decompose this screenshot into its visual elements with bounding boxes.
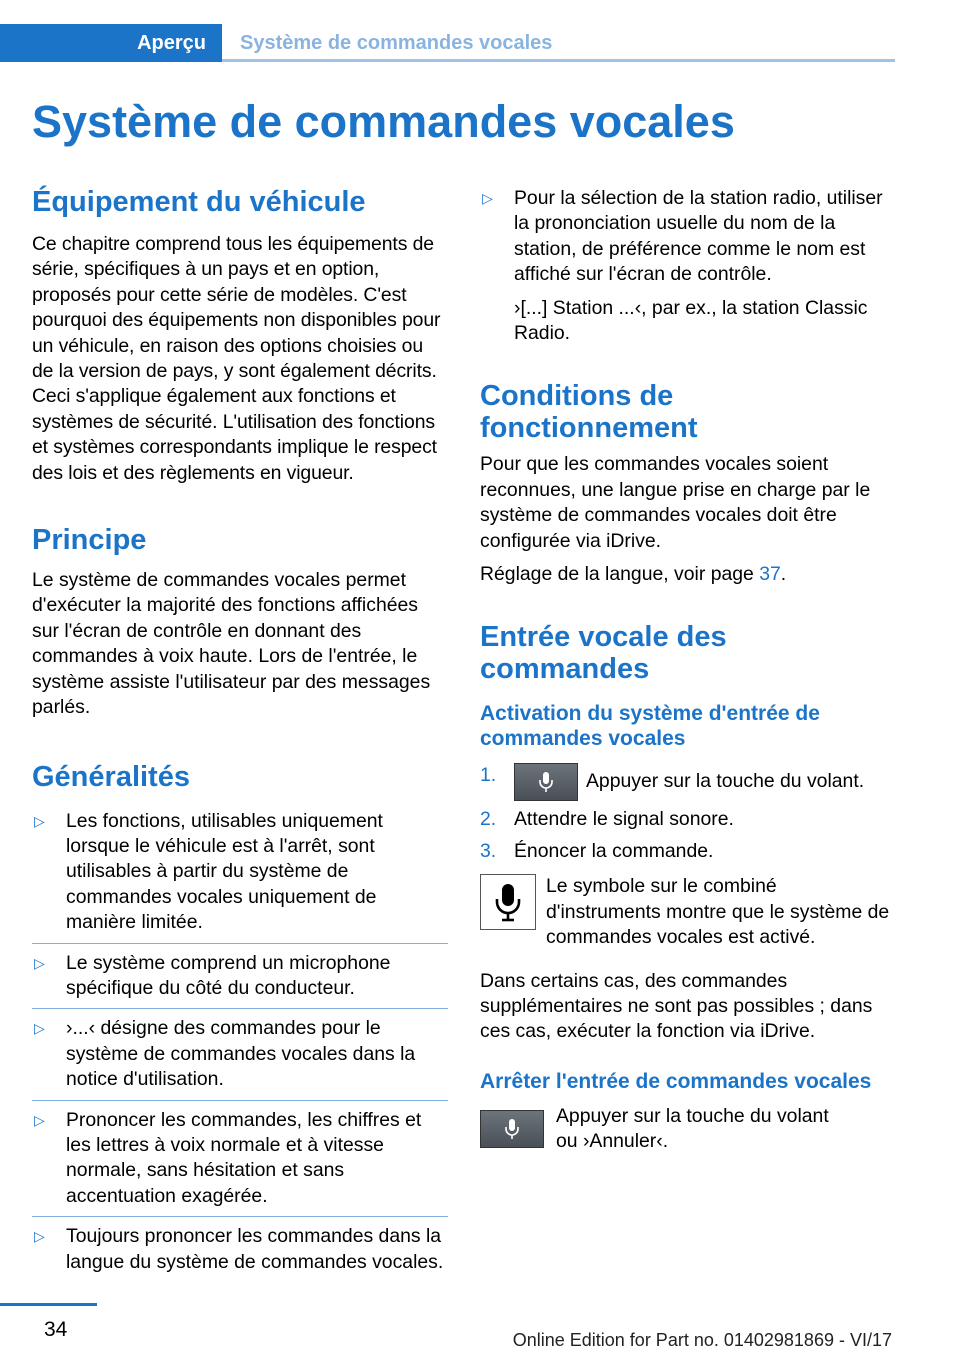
general-heading: Généralités (32, 760, 190, 793)
list-item: ▷ Toujours prononcer les commandes dans la langue du système de commandes vocales. (34, 1225, 444, 1273)
list-item: ▷ Prononcer les commandes, les chiffres et les lettres à voix normale et à vitesse normale, sans hésitation et sans accentuation exagérée. (34, 1108, 422, 1207)
activation-steps (480, 763, 896, 864)
principe-text: Le système de commandes vocales permet d'exécuter la majorité des fonctions affichées sur l'écran de contrôle en donnant des commandes à voix haute. Lors de l'entrée, le système assiste l'utilisateur par des messages parlés. (32, 569, 431, 719)
microphone-icon (504, 1118, 520, 1140)
entry-heading: Entrée vocale des commandes (480, 621, 727, 686)
equipment-text: Ce chapitre comprend tous les équipements de série, spécifiques à un pays et en option, proposés pour cette série de modèles. C'est pourquoi des équipements non disponibles pour un véhicule, en raison des options choisies ou de la version de pays, y sont également décrits. Ceci s'applique également aux fonctions et systèmes de sécurité. L'utilisation des fonctions et systèmes correspondants implique le respect des lois et des règlements en vigueur. (32, 233, 441, 484)
left-column (32, 186, 448, 1275)
triangle-bullet-icon: ▷ (34, 1228, 45, 1245)
triangle-bullet-icon: ▷ (34, 1020, 45, 1037)
page-title: Système de commandes vocales (32, 96, 735, 147)
microphone-icon (494, 882, 522, 922)
microphone-icon (538, 771, 554, 793)
list-item: ▷ Les fonctions, utilisables uniquement lorsque le véhicule est à l'arrêt, sont utilisables à partir du système de commandes vocales uniquement de manière limitée. (34, 809, 383, 934)
bullet-divider (32, 943, 448, 944)
radio-example: ›[...] Station ...‹, par ex., la station Classic Radio. (514, 296, 868, 345)
bullet-divider (32, 1008, 448, 1009)
list-item: 2. Attendre le signal sonore. (480, 808, 734, 831)
principe-heading: Principe (32, 524, 147, 557)
general-bullet-list (32, 809, 448, 1276)
list-item: 1. Appuyer sur la touche du volant. (480, 763, 896, 801)
footer-rule (0, 1303, 97, 1306)
stop-note (480, 1104, 896, 1155)
triangle-bullet-icon: ▷ (482, 190, 493, 206)
triangle-bullet-icon: ▷ (34, 1111, 45, 1128)
header-section-tab[interactable] (0, 24, 222, 62)
triangle-bullet-icon: ▷ (34, 954, 45, 971)
conditions-heading: Conditions de fonctionnement (480, 380, 698, 445)
footer-edition: Online Edition for Part no. 01402981869 - VI/17 (512, 1330, 892, 1350)
list-item: ▷ ›...‹ désigne des commandes pour le système de commandes vocales dans la notice d'utilisation. (34, 1017, 416, 1091)
equipment-heading: Équipement du véhicule (32, 186, 366, 218)
page-link[interactable]: 37 (759, 563, 781, 586)
list-item: 3. Énoncer la commande. (480, 839, 714, 862)
cluster-voice-symbol (480, 874, 536, 930)
steering-voice-button (514, 763, 578, 801)
page-number: 34 (44, 1318, 68, 1341)
symbol-note (480, 874, 896, 950)
stop-text: Appuyer sur la touche du volant ou ›Annuler‹. (556, 1104, 829, 1153)
language-setting-text: Réglage de la langue, voir page 37. (480, 563, 787, 586)
list-item: ▷ Pour la sélection de la station radio, utiliser la prononciation usuelle du nom de la station, de préférence comme le nom est affiché sur l'écran de contrôle. (482, 187, 883, 286)
symbol-text: Le symbole sur le combiné d'instruments montre que le système de commandes vocales est activé. (546, 875, 890, 949)
radio-bullet-list (480, 186, 896, 288)
bullet-divider (32, 1216, 448, 1217)
steering-voice-button (480, 1110, 544, 1148)
bullet-divider (32, 1100, 448, 1101)
header-chapter-tab[interactable]: Système de commandes vocales (240, 32, 553, 54)
header-rule (222, 59, 895, 62)
right-column (480, 186, 896, 1155)
stop-heading: Arrêter l'entrée de commandes vocales (480, 1069, 872, 1093)
conditions-text: Pour que les commandes vocales soient reconnues, une langue prise en charge par le système de commandes vocales doit être configurée via iDrive. (480, 453, 871, 552)
activation-heading: Activation du système d'entrée de commandes vocales (480, 702, 820, 751)
special-cases-text: Dans certains cas, des commandes supplémentaires ne sont pas possibles ; dans ces cas, exécuter la fonction via iDrive. (480, 969, 873, 1043)
triangle-bullet-icon: ▷ (34, 812, 45, 829)
list-item: ▷ Le système comprend un microphone spécifique du côté du conducteur. (34, 951, 391, 999)
header-section-label: Aperçu (137, 31, 206, 54)
